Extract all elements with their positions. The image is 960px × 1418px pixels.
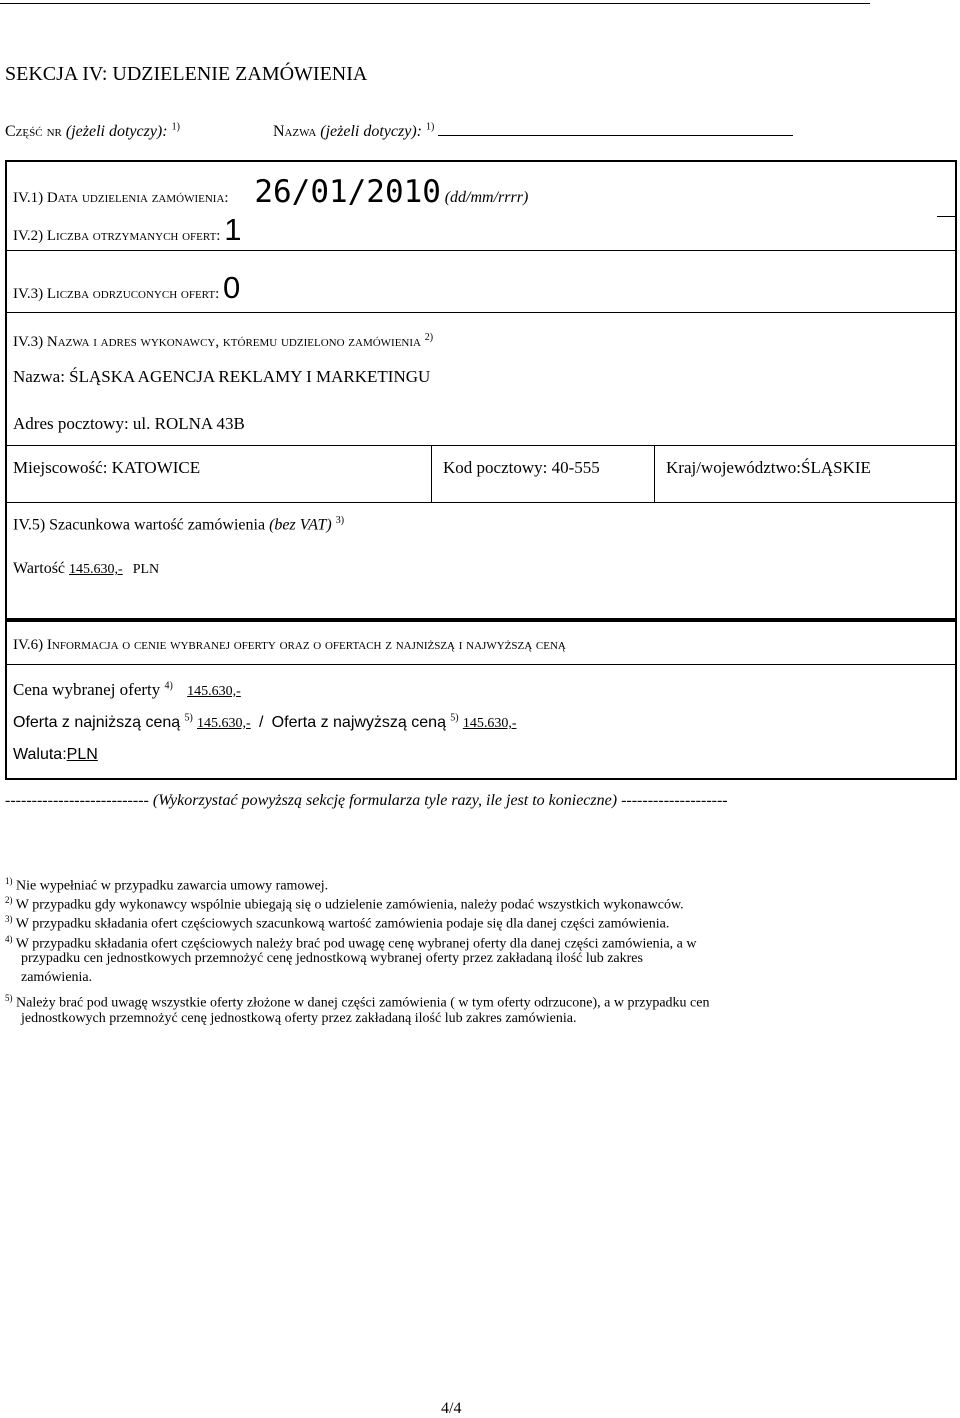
highest-label: Oferta z najwyższą ceną <box>271 714 446 731</box>
iv5-hint: (bez VAT) <box>269 516 332 534</box>
footnote-number: 4) <box>5 934 13 944</box>
footnote-text: W przypadku składania ofert częściowych należy brać pod uwagę cenę wybranej oferty dla danej części zamówienia, a w <box>15 936 697 952</box>
name-hint: (jeżeli dotyczy): <box>320 123 422 140</box>
section-title: SEKCJA IV: UDZIELENIE ZAMÓWIENIA <box>5 63 368 85</box>
currency-row <box>13 746 98 764</box>
lowest-value: 145.630,- <box>197 716 251 731</box>
iv5-label: IV.5) Szacunkowa wartość zamówienia <box>13 516 266 534</box>
iv3a-value: 0 <box>222 270 241 305</box>
page-number: 4/4 <box>441 1400 462 1417</box>
iv6-label: IV.6) Informacja o cenie wybranej oferty oraz o ofertach z najniższą i najwyższą ceną <box>13 637 566 653</box>
footnote-number: 2) <box>5 895 13 905</box>
iv5-value: 145.630,- <box>69 562 123 577</box>
price-info-box <box>5 620 957 780</box>
iv3b-sup: 2) <box>424 332 434 343</box>
contractor-postal: Kod pocztowy: 40-555 <box>443 458 600 477</box>
address-value: ROLNA 43B <box>154 414 245 433</box>
divider <box>7 312 955 313</box>
selected-sup: 4) <box>164 680 173 692</box>
part-label: Część nr <box>5 123 62 140</box>
iv1-date-value: 26/01/2010 <box>254 174 441 210</box>
currency-value: PLN <box>66 746 98 763</box>
iv5-value-row <box>13 560 159 578</box>
footnote-text: W przypadku gdy wykonawcy wspólnie ubiegają się o udzielenie zamówienia, należy podać wszystkich wykonawców. <box>15 897 684 913</box>
divider <box>431 445 432 502</box>
iv5-value-label: Wartość <box>13 560 66 577</box>
top-rule <box>0 3 870 4</box>
footnote-number: 3) <box>5 914 13 924</box>
footnote-text: W przypadku składania ofert częściowych szacunkową wartość zamówienia podaje się dla danej części zamówienia. <box>15 916 670 932</box>
iv2-label: IV.2) Liczba otrzymanych ofert: <box>13 228 221 244</box>
divider <box>7 502 955 503</box>
iv3a-row <box>13 270 240 306</box>
divider <box>654 445 655 502</box>
footnote-5-cont1: jednostkowych przemnożyć cenę jednostkową oferty przez zakładaną ilość lub zakres zamówienia. <box>21 1011 577 1026</box>
iv5-currency: PLN <box>132 562 160 577</box>
footnote-4-cont1: przypadku cen jednostkowych przemnożyć cenę jednostkową wybranej oferty przez zakładaną ilość lub zakres <box>21 951 643 966</box>
iv1-label: IV.1) Data udzielenia zamówienia: <box>13 190 229 206</box>
selected-value: 145.630,- <box>187 684 241 699</box>
iv5-sup: 3) <box>335 515 345 526</box>
name-label: Nazwa <box>272 123 317 140</box>
min-max-row <box>13 712 516 732</box>
divider <box>937 216 955 217</box>
divider <box>7 250 955 251</box>
divider <box>7 445 955 446</box>
contractor-city: Miejscowość: KATOWICE <box>13 458 201 477</box>
footnote-text: Należy brać pod uwagę wszystkie oferty złożone w danej części zamówienia ( w tym oferty odrzucone), a w przypadku cen <box>16 995 710 1011</box>
lowest-label: Oferta z najniższą ceną <box>13 714 181 731</box>
selected-offer-row <box>13 680 241 700</box>
selected-label: Cena wybranej oferty <box>13 680 161 699</box>
footnote-number: 5) <box>5 993 13 1003</box>
footnote-number: 1) <box>5 876 13 886</box>
name-blank-field[interactable] <box>438 121 793 136</box>
part-sup: 1) <box>171 121 180 133</box>
lowest-sup: 5) <box>184 712 193 724</box>
iv2-row <box>13 212 241 248</box>
highest-sup: 5) <box>450 712 459 724</box>
iv3a-label: IV.3) Liczba odrzuconych ofert: <box>13 286 220 302</box>
dashes-left: --------------------------- <box>5 792 149 809</box>
repeat-note-text: (Wykorzystać powyższą sekcję formularza tyle razy, ile jest to konieczne) <box>152 792 618 809</box>
currency-label: Waluta: <box>13 746 67 763</box>
part-hint: (jeżeli dotyczy): <box>65 123 168 140</box>
repeat-note <box>5 792 728 810</box>
award-section-box <box>5 160 957 620</box>
iv1-format: (dd/mm/rrrr) <box>444 189 529 206</box>
iv3b-label: IV.3) Nazwa i adres wykonawcy, któremu udzielono zamówienia <box>13 334 421 350</box>
separator: / <box>258 714 264 731</box>
address-label: Adres pocztowy: ul. <box>13 414 151 433</box>
part-line <box>5 121 793 141</box>
highest-value: 145.630,- <box>462 716 517 731</box>
footnote-text: Nie wypełniać w przypadku zawarcia umowy ramowej. <box>16 878 329 894</box>
divider <box>7 664 955 665</box>
contractor-region: Kraj/województwo:ŚLĄSKIE <box>666 458 871 477</box>
dashes-right: -------------------- <box>621 792 728 809</box>
iv1-row <box>13 174 528 210</box>
iv3b-heading <box>13 332 433 351</box>
contractor-name: Nazwa: ŚLĄSKA AGENCJA REKLAMY I MARKETINGU <box>13 367 431 386</box>
iv2-value: 1 <box>224 212 242 247</box>
iv6-heading <box>13 637 566 654</box>
iv5-heading <box>13 515 344 534</box>
contractor-address <box>13 414 245 434</box>
name-sup: 1) <box>426 121 435 133</box>
footnote-4-cont2: zamówienia. <box>21 970 93 985</box>
